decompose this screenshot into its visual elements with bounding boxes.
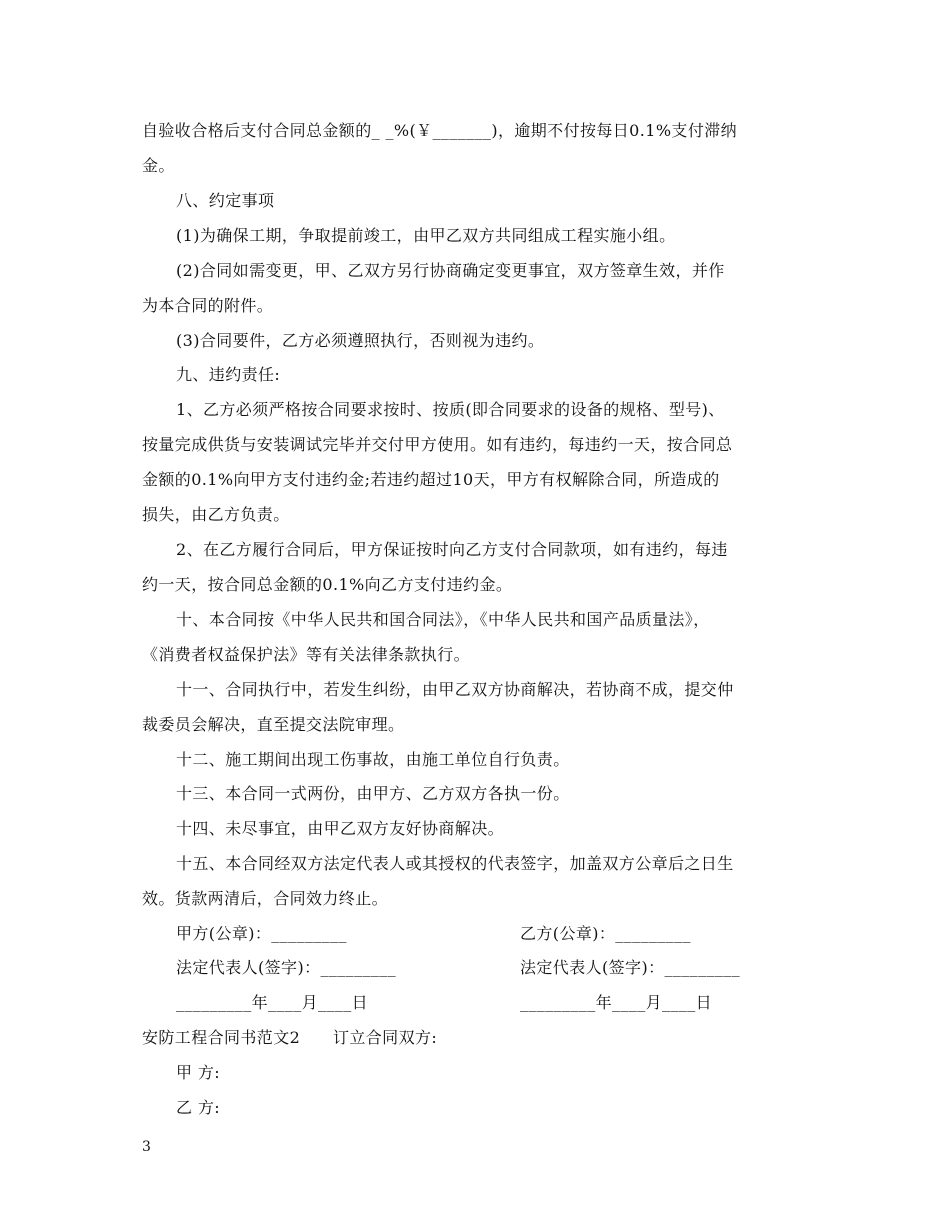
text-line: 十五、本合同经双方法定代表人或其授权的代表签字，加盖双方公章后之日生 bbox=[176, 854, 734, 873]
next-party-a: 甲 方: bbox=[176, 1063, 221, 1082]
party-b-date-field: _________年____月____日 bbox=[520, 993, 712, 1012]
text-line: 十、本合同按《中华人民共和国合同法》，《中华人民共和国产品质量法》， bbox=[176, 610, 710, 629]
text-line: 约一天，按合同总金额的0.1%向乙方支付违约金。 bbox=[142, 575, 513, 594]
text-line: 裁委员会解决，直至提交法院审理。 bbox=[142, 715, 405, 734]
text-line: (2)合同如需变更，甲、乙双方另行协商确定变更事宜，双方签章生效，并作 bbox=[176, 261, 725, 280]
section-heading: 九、违约责任: bbox=[176, 365, 281, 384]
next-party-b: 乙 方: bbox=[176, 1098, 221, 1117]
next-section-heading: 安防工程合同书范文2 订立合同双方: bbox=[142, 1028, 438, 1047]
text-line: (1)为确保工期，争取提前竣工，由甲乙双方共同组成工程实施小组。 bbox=[176, 226, 676, 245]
text-line: 金。 bbox=[142, 156, 175, 175]
text-line: 按量完成供货与安装调试完毕并交付甲方使用。如有违约，每违约一天，按合同总 bbox=[142, 435, 733, 454]
text-line: 《消费者权益保护法》等有关法律条款执行。 bbox=[142, 645, 471, 664]
text-line: (3)合同要件，乙方必须遵照执行，否则视为违约。 bbox=[176, 331, 545, 350]
text-line: 1、乙方必须严格按合同要求按时、按质(即合同要求的设备的规格、型号)、 bbox=[176, 400, 725, 419]
party-a-rep-field: 法定代表人(签字)：_________ bbox=[176, 958, 397, 977]
party-b-seal-field: 乙方(公章)：_________ bbox=[520, 924, 691, 943]
text-line: 损失，由乙方负责。 bbox=[142, 505, 290, 524]
party-a-seal-field: 甲方(公章)：_________ bbox=[176, 924, 347, 943]
text-line: 效。货款两清后，合同效力终止。 bbox=[142, 889, 389, 908]
party-a-date-field: _________年____月____日 bbox=[176, 993, 368, 1012]
text-line: 金额的0.1%向甲方支付违约金;若违约超过10天，甲方有权解除合同，所造成的 bbox=[142, 470, 720, 489]
section-heading: 八、约定事项 bbox=[176, 191, 275, 210]
text-line: 十四、未尽事宜，由甲乙双方友好协商解决。 bbox=[176, 819, 505, 838]
text-line: 十二、施工期间出现工伤事故，由施工单位自行负责。 bbox=[176, 750, 570, 769]
text-line: 十一、合同执行中，若发生纠纷，由甲乙双方协商解决，若协商不成，提交仲 bbox=[176, 680, 734, 699]
text-line: 2、在乙方履行合同后，甲方保证按时向乙方支付合同款项，如有违约，每违 bbox=[176, 540, 728, 559]
text-line: 自验收合格后支付合同总金额的_ _%(￥_______)，逾期不付按每日0.1%支付滞纳 bbox=[142, 121, 738, 140]
page-number: 3 bbox=[142, 1139, 151, 1155]
party-b-rep-field: 法定代表人(签字)：_________ bbox=[520, 958, 741, 977]
text-line: 为本合同的附件。 bbox=[142, 296, 274, 315]
text-line: 十三、本合同一式两份，由甲方、乙方双方各执一份。 bbox=[176, 784, 570, 803]
